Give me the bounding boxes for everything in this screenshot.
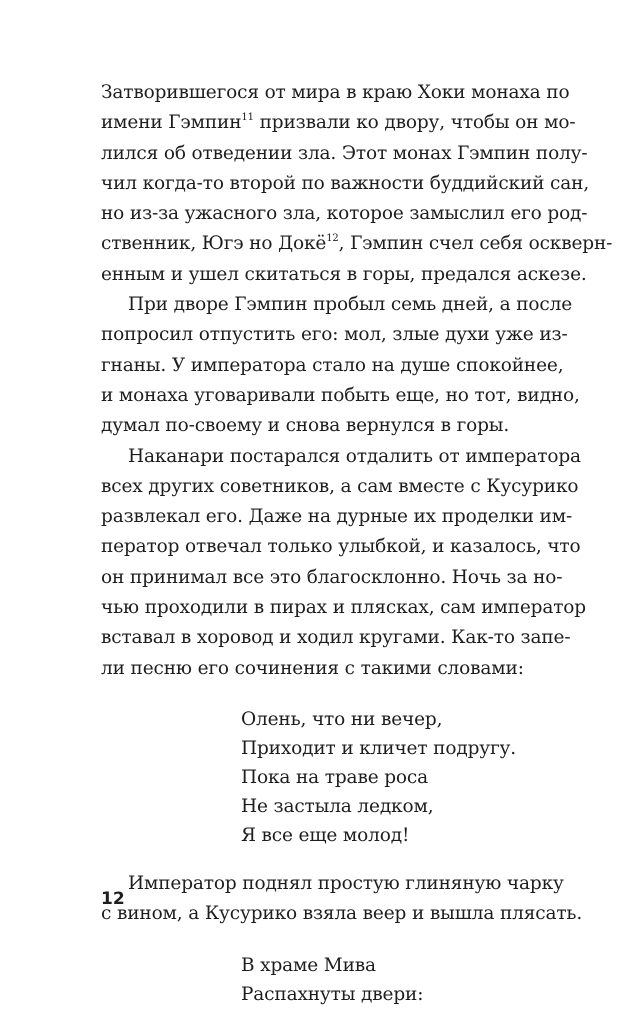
text-line: он принимал все это благосклонно. Ночь за но-: [101, 566, 563, 588]
page-number: 12: [101, 889, 125, 909]
verse-line: Распахнуты двери:: [241, 983, 424, 1005]
text-span: призвали ко двору, чтобы он мо-: [253, 112, 576, 134]
text-line: с вином, а Кусурико взяла веер и вышла плясать.: [101, 903, 583, 925]
verse-line: Олень, что ни вечер,: [241, 708, 443, 730]
spacer: [101, 930, 533, 949]
text-line: Затворившегося от мира в краю Хоки монаха по: [101, 82, 570, 103]
spacer: [101, 850, 533, 869]
text-span: имени Гэмпин: [101, 112, 242, 134]
text-line: развлекал его. Даже на дурные их проделки им-: [101, 506, 573, 528]
text-line: гнаны. У императора стало на душе спокойнее,: [101, 354, 564, 376]
paragraph: [101, 869, 583, 930]
body-text: [101, 78, 613, 1009]
text-line: вставал в хоровод и ходил кругами. Как-то запе-: [101, 627, 571, 649]
text-line: и монаха уговаривали побыть еще, но тот, видно,: [101, 384, 580, 406]
text-line: При дворе Гэмпин пробыл семь дней, а после: [128, 294, 573, 316]
text-line: Наканари постарался отдалить от императора: [128, 445, 581, 467]
text-line: Император поднял простую глиняную чарку: [128, 872, 564, 894]
verse: [101, 705, 533, 850]
text-line: чью проходили в пирах и плясках, сам император: [101, 597, 586, 619]
verse-line: Приходит и кличет подругу.: [241, 737, 517, 759]
footnote-marker[interactable]: 11: [241, 112, 254, 124]
text-line: енным и ушел скитаться в горы, предался аскезе.: [101, 263, 587, 285]
verse-line: В храме Мива: [241, 954, 376, 976]
verse-line: Пока на траве роса: [241, 766, 429, 788]
text-line: лился об отведении зла. Этот монах Гэмпин полу-: [101, 142, 588, 164]
text-line: всех других советников, а сам вместе с Кусурико: [101, 475, 579, 497]
text-line: думал по-своему и снова вернулся в горы.: [101, 415, 510, 437]
footnote-marker[interactable]: 12: [326, 233, 339, 245]
text-line: попросил отпустить его: мол, злые духи уже из-: [101, 324, 568, 346]
verse-line: Я все еще молод!: [241, 824, 410, 846]
text-line: чил когда-то второй по важности буддийский сан,: [101, 172, 590, 194]
text-line: ператор отвечал только улыбкой, и казалось, что: [101, 536, 581, 558]
text-line: но из-за ужасного зла, которое замыслил его род-: [101, 203, 588, 225]
text-span: , Гэмпин счел себя оскверн-: [338, 233, 613, 255]
text-line: [101, 229, 613, 259]
paragraph: [101, 78, 613, 290]
verse-line: Не застыла ледком,: [241, 795, 434, 817]
paragraph: [101, 442, 586, 684]
text-span: ственник, Югэ но Докё: [101, 233, 327, 255]
spacer: [101, 684, 533, 703]
text-line: [101, 108, 576, 138]
text-line: ли песню его сочинения с такими словами:: [101, 657, 524, 679]
paragraph: [101, 290, 580, 441]
